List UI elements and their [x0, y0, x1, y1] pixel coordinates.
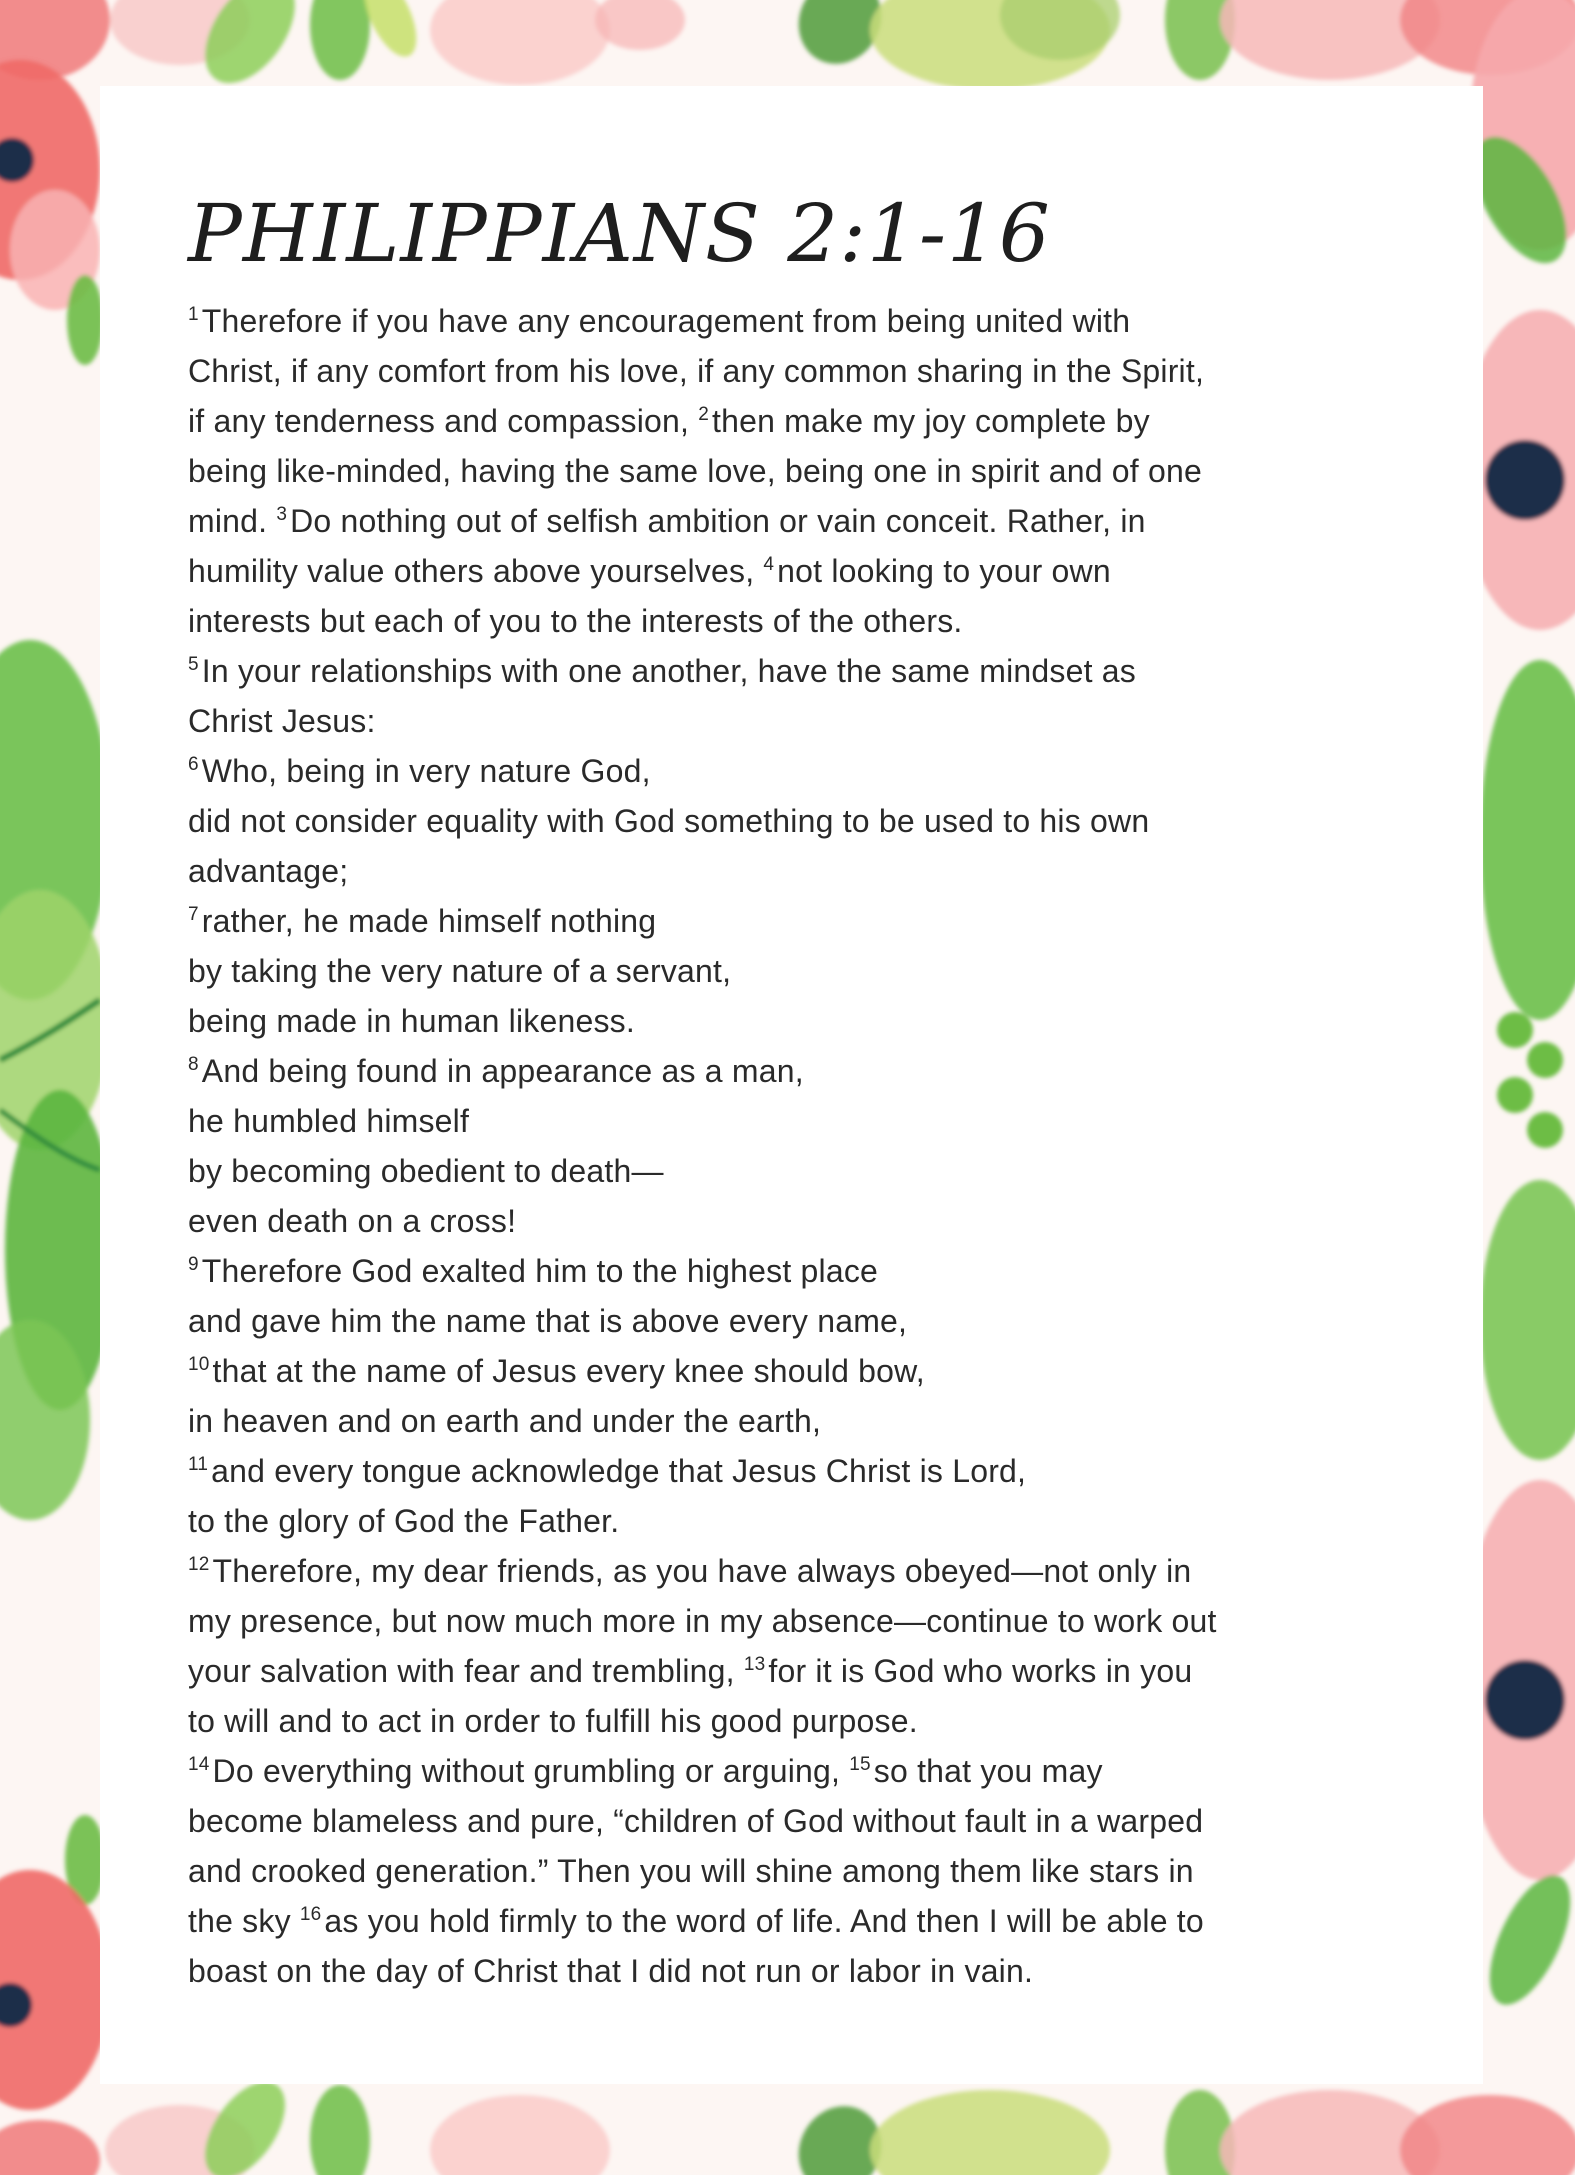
scripture-line: [188, 1746, 1428, 1796]
verse-text: in heaven and on earth and under the earth,: [188, 1403, 822, 1439]
scripture-line: [188, 1596, 1428, 1646]
verse-number: 8: [188, 1054, 199, 1075]
scripture-line: [188, 796, 1428, 846]
scripture-line: [188, 896, 1428, 946]
verse-text: mind.: [188, 503, 277, 539]
scripture-line: [188, 1046, 1428, 1096]
verse-text: to will and to act in order to fulfill his good purpose.: [188, 1703, 918, 1739]
scripture-line: [188, 1296, 1428, 1346]
scripture-line: [188, 1696, 1428, 1746]
scripture-line: [188, 1546, 1428, 1596]
scripture-line: [188, 1246, 1428, 1296]
verse-number: 15: [849, 1754, 871, 1775]
verse-number: 3: [276, 504, 288, 525]
verse-text: he humbled himself: [188, 1103, 470, 1139]
verse-text: being made in human likeness.: [188, 1003, 635, 1039]
verse-text: and crooked generation.” Then you will shine among them like stars in: [188, 1853, 1194, 1889]
verse-text: for it is God who works in you: [768, 1653, 1193, 1689]
verse-number: 4: [763, 554, 775, 575]
verse-text: advantage;: [188, 853, 349, 889]
verse-text: boast on the day of Christ that I did not run or labor in vain.: [188, 1953, 1034, 1989]
page-title: PHILIPPIANS 2:1-16: [188, 187, 1051, 280]
scripture-line: [188, 1796, 1428, 1846]
verse-text: as you hold firmly to the word of life. And then I will be able to: [324, 1903, 1204, 1939]
verse-text: and gave him the name that is above every name,: [188, 1303, 908, 1339]
scripture-line: [188, 596, 1428, 646]
scripture-line: [188, 1146, 1428, 1196]
scripture-line: [188, 846, 1428, 896]
verse-number: 11: [188, 1454, 209, 1475]
verse-text: Christ Jesus:: [188, 703, 376, 739]
verse-number: 16: [299, 1904, 322, 1925]
verse-text: so that you may: [873, 1753, 1103, 1789]
scripture-line: [188, 296, 1428, 346]
verse-number: 13: [743, 1654, 766, 1675]
verse-text: Do everything without grumbling or arguing,: [212, 1753, 850, 1789]
verse-text: rather, he made himself nothing: [201, 903, 657, 939]
verse-text: by taking the very nature of a servant,: [188, 953, 732, 989]
verse-text: In your relationships with one another, have the same mindset as: [201, 653, 1137, 689]
scripture-line: [188, 346, 1428, 396]
verse-text: that at the name of Jesus every knee should bow,: [212, 1353, 925, 1389]
verse-number: 7: [188, 904, 199, 925]
verse-number: 10: [188, 1354, 210, 1375]
scripture-line: [188, 1346, 1428, 1396]
scripture-line: [188, 1496, 1428, 1546]
scripture-line: [188, 946, 1428, 996]
scripture-line: [188, 696, 1428, 746]
verse-text: Therefore if you have any encouragement from being united with: [201, 303, 1131, 339]
scripture-line: [188, 396, 1428, 446]
scripture-line: [188, 746, 1428, 796]
verse-text: Therefore, my dear friends, as you have always obeyed—not only in: [212, 1553, 1192, 1589]
scripture-line: [188, 1846, 1428, 1896]
verse-text: humility value others above yourselves,: [188, 553, 764, 589]
verse-text: did not consider equality with God something to be used to his own: [188, 803, 1150, 839]
scripture-text: [188, 296, 1428, 1996]
scripture-line: [188, 1196, 1428, 1246]
verse-number: 2: [698, 404, 709, 425]
scripture-line: [188, 996, 1428, 1046]
verse-number: 5: [188, 654, 199, 675]
verse-text: the sky: [188, 1903, 300, 1939]
verse-text: to the glory of God the Father.: [188, 1503, 620, 1539]
verse-text: Therefore God exalted him to the highest place: [201, 1253, 879, 1289]
scripture-line: [188, 1396, 1428, 1446]
scripture-line: [188, 646, 1428, 696]
verse-number: 6: [188, 754, 199, 775]
scripture-line: [188, 1646, 1428, 1696]
verse-text: not looking to your own: [777, 553, 1111, 589]
verse-text: my presence, but now much more in my absence—continue to work out: [188, 1603, 1217, 1639]
verse-number: 1: [188, 304, 199, 325]
scripture-line: [188, 546, 1428, 596]
verse-text: and every tongue acknowledge that Jesus Christ is Lord,: [211, 1453, 1027, 1489]
scripture-line: [188, 1096, 1428, 1146]
scripture-card: [100, 86, 1483, 2084]
verse-text: then make my joy complete by: [712, 403, 1150, 439]
verse-text: being like-minded, having the same love, being one in spirit and of one: [188, 453, 1202, 489]
verse-number: 9: [188, 1254, 199, 1275]
verse-text: your salvation with fear and trembling,: [188, 1653, 744, 1689]
scripture-line: [188, 446, 1428, 496]
scripture-line: [188, 496, 1428, 546]
verse-text: by becoming obedient to death—: [188, 1153, 664, 1189]
scripture-line: [188, 1896, 1428, 1946]
verse-text: even death on a cross!: [188, 1203, 517, 1239]
verse-text: if any tenderness and compassion,: [188, 403, 699, 439]
scripture-line: [188, 1446, 1428, 1496]
verse-text: become blameless and pure, “children of God without fault in a warped: [188, 1803, 1204, 1839]
verse-text: Who, being in very nature God,: [201, 753, 651, 789]
verse-number: 14: [188, 1754, 210, 1775]
verse-number: 12: [188, 1554, 210, 1575]
scripture-line: [188, 1946, 1428, 1996]
verse-text: Christ, if any comfort from his love, if any common sharing in the Spirit,: [188, 353, 1205, 389]
verse-text: Do nothing out of selfish ambition or vain conceit. Rather, in: [290, 503, 1146, 539]
verse-text: interests but each of you to the interests of the others.: [188, 603, 963, 639]
verse-text: And being found in appearance as a man,: [201, 1053, 804, 1089]
